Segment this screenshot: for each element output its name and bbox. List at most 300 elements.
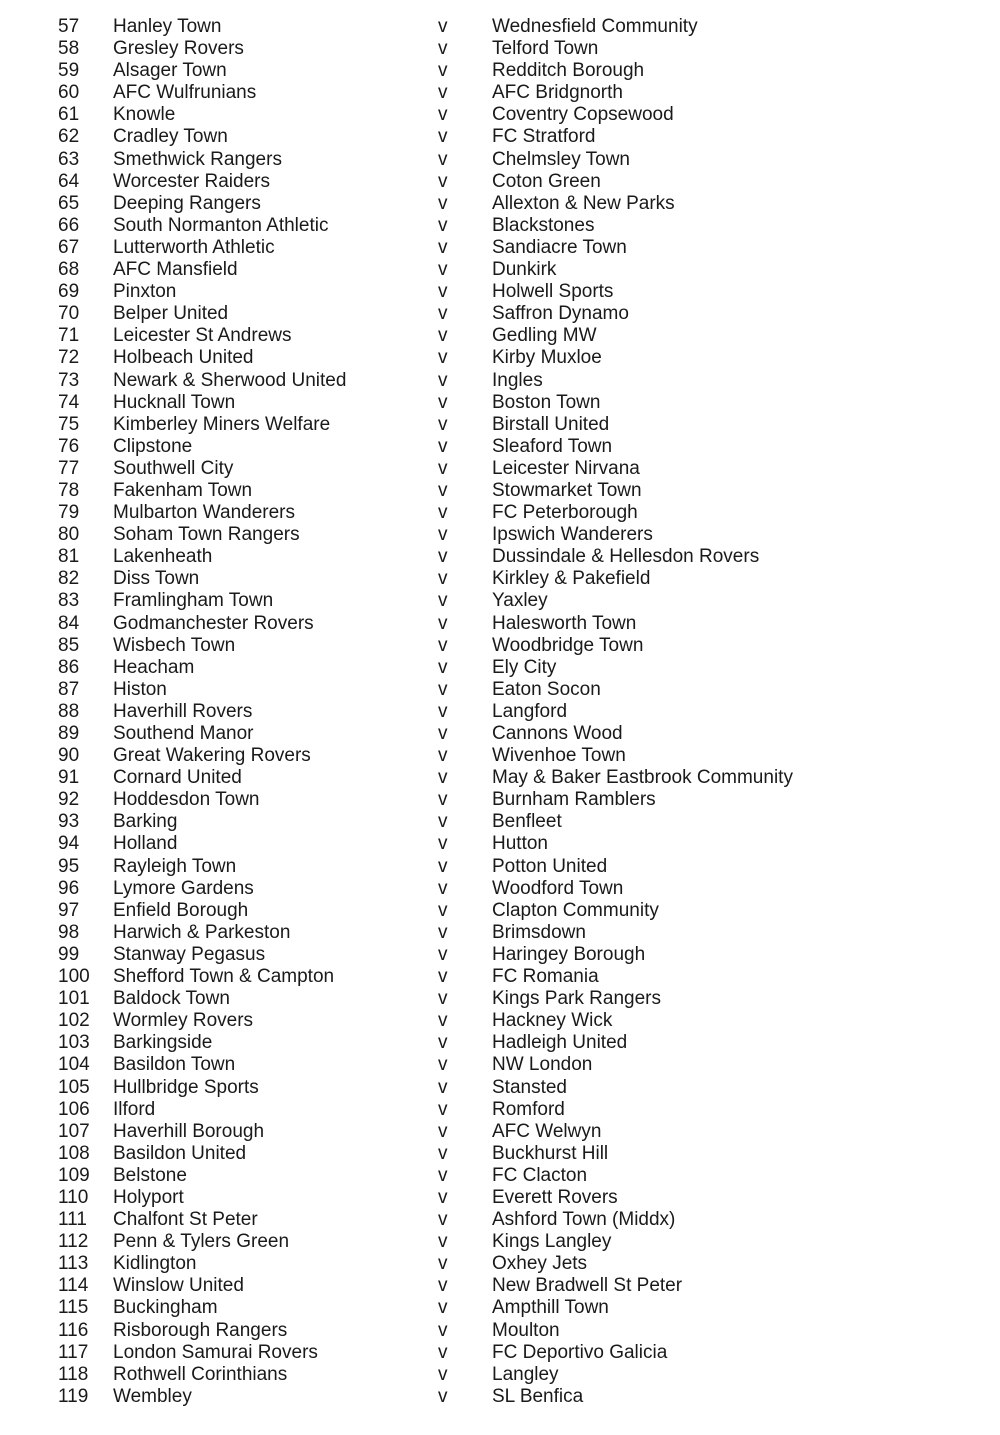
fixture-number: 98: [58, 921, 80, 943]
versus-separator: v: [438, 855, 448, 877]
away-team: Boston Town: [492, 391, 601, 413]
fixture-row: [0, 104, 1000, 126]
away-team: Birstall United: [492, 413, 610, 435]
home-team: Chalfont St Peter: [113, 1209, 258, 1231]
fixture-row: [0, 1364, 1000, 1386]
fixture-row: [0, 1386, 1000, 1408]
fixture-number: 60: [58, 82, 80, 104]
home-team: Rayleigh Town: [113, 855, 237, 877]
away-team: Kings Park Rangers: [492, 988, 661, 1010]
fixture-row: [0, 370, 1000, 392]
fixture-number: 110: [58, 1186, 89, 1208]
fixture-row: [0, 900, 1000, 922]
fixture-row: [0, 789, 1000, 811]
home-team: Stanway Pegasus: [113, 943, 266, 965]
away-team: Buckhurst Hill: [492, 1142, 609, 1164]
home-team: Leicester St Andrews: [113, 325, 292, 347]
home-team: Cornard United: [113, 767, 242, 789]
fixture-number: 81: [58, 546, 80, 568]
fixture-row: [0, 1342, 1000, 1364]
fixture-number: 61: [58, 104, 80, 126]
home-team: Wormley Rovers: [113, 1010, 254, 1032]
home-team: Heacham: [113, 656, 195, 678]
fixture-number: 106: [58, 1098, 90, 1120]
versus-separator: v: [438, 435, 448, 457]
home-team: Great Wakering Rovers: [113, 745, 311, 767]
fixture-row: [0, 767, 1000, 789]
versus-separator: v: [438, 1385, 448, 1407]
home-team: Smethwick Rangers: [113, 148, 282, 170]
fixture-row: [0, 193, 1000, 215]
home-team: Baldock Town: [113, 988, 230, 1010]
fixture-row: [0, 325, 1000, 347]
fixture-number: 64: [58, 170, 80, 192]
away-team: Ampthill Town: [492, 1297, 609, 1319]
home-team: Barking: [113, 811, 178, 833]
versus-separator: v: [438, 347, 448, 369]
fixture-number: 87: [58, 678, 80, 700]
fixture-row: [0, 944, 1000, 966]
versus-separator: v: [438, 943, 448, 965]
fixture-number: 97: [58, 899, 80, 921]
away-team: Ipswich Wanderers: [492, 524, 653, 546]
fixture-number: 102: [58, 1010, 90, 1032]
away-team: Hadleigh United: [492, 1032, 628, 1054]
fixture-number: 76: [58, 435, 80, 457]
fixture-number: 86: [58, 656, 80, 678]
versus-separator: v: [438, 745, 448, 767]
fixture-number: 71: [58, 325, 80, 347]
away-team: Cannons Wood: [492, 723, 623, 744]
fixture-number: 107: [58, 1120, 90, 1142]
away-team: Wivenhoe Town: [492, 745, 626, 767]
versus-separator: v: [438, 877, 448, 899]
fixture-number: 112: [58, 1231, 89, 1253]
versus-separator: v: [438, 303, 448, 325]
away-team: Sandiacre Town: [492, 236, 627, 258]
fixture-row: [0, 1297, 1000, 1319]
away-team: Holwell Sports: [492, 281, 614, 303]
home-team: Cradley Town: [113, 126, 228, 148]
fixture-number: 92: [58, 789, 80, 811]
away-team: Everett Rovers: [492, 1186, 618, 1208]
versus-separator: v: [438, 38, 448, 60]
home-team: South Normanton Athletic: [113, 214, 329, 236]
home-team: Buckingham: [113, 1297, 218, 1319]
home-team: Belper United: [113, 303, 229, 325]
fixture-number: 65: [58, 192, 80, 214]
away-team: Moulton: [492, 1319, 560, 1341]
fixture-number: 116: [58, 1319, 89, 1341]
away-team: Woodbridge Town: [492, 634, 644, 656]
home-team: Godmanchester Rovers: [113, 612, 314, 634]
away-team: Eaton Socon: [492, 678, 601, 700]
versus-separator: v: [438, 1231, 448, 1253]
fixture-row: [0, 237, 1000, 259]
away-team: Romford: [492, 1098, 565, 1120]
away-team: Leicester Nirvana: [492, 457, 640, 479]
fixture-number: 83: [58, 590, 80, 612]
fixture-number: 78: [58, 479, 80, 501]
home-team: AFC Wulfrunians: [113, 82, 257, 104]
versus-separator: v: [438, 811, 448, 833]
home-team: Southend Manor: [113, 723, 254, 744]
versus-separator: v: [438, 391, 448, 413]
home-team: Diss Town: [113, 568, 200, 590]
home-team: Penn & Tylers Green: [113, 1231, 290, 1253]
versus-separator: v: [438, 1275, 448, 1297]
home-team: Holland: [113, 833, 178, 855]
fixture-number: 91: [58, 767, 80, 789]
fixture-number: 74: [58, 391, 80, 413]
away-team: Haringey Borough: [492, 943, 646, 965]
fixture-number: 82: [58, 568, 80, 590]
away-team: Langford: [492, 700, 568, 722]
away-team: Burnham Ramblers: [492, 789, 656, 811]
versus-separator: v: [438, 1098, 448, 1120]
fixture-row: [0, 38, 1000, 60]
home-team: Hanley Town: [113, 16, 222, 37]
away-team: Halesworth Town: [492, 612, 637, 634]
fixture-number: 104: [58, 1054, 90, 1076]
fixture-row: [0, 303, 1000, 325]
fixture-number: 108: [58, 1142, 90, 1164]
away-team: Saffron Dynamo: [492, 303, 629, 325]
fixture-number: 72: [58, 347, 80, 369]
versus-separator: v: [438, 700, 448, 722]
fixture-row: [0, 613, 1000, 635]
versus-separator: v: [438, 634, 448, 656]
away-team: Blackstones: [492, 214, 595, 236]
fixture-row: [0, 480, 1000, 502]
fixture-number: 119: [58, 1385, 89, 1407]
away-team: Woodford Town: [492, 877, 624, 899]
fixture-number: 105: [58, 1076, 90, 1098]
versus-separator: v: [438, 1297, 448, 1319]
fixture-number: 95: [58, 855, 80, 877]
home-team: Basildon United: [113, 1142, 247, 1164]
home-team: Lutterworth Athletic: [113, 236, 275, 258]
fixture-list: [0, 16, 1000, 1408]
versus-separator: v: [438, 325, 448, 347]
away-team: Coventry Copsewood: [492, 104, 674, 126]
versus-separator: v: [438, 1253, 448, 1275]
home-team: Harwich & Parkeston: [113, 921, 291, 943]
away-team: Hutton: [492, 833, 548, 855]
fixture-row: [0, 878, 1000, 900]
fixture-row: [0, 1275, 1000, 1297]
home-team: Risborough Rangers: [113, 1319, 288, 1341]
versus-separator: v: [438, 1363, 448, 1385]
fixture-number: 80: [58, 524, 80, 546]
away-team: SL Benfica: [492, 1385, 584, 1407]
versus-separator: v: [438, 966, 448, 988]
fixture-row: [0, 811, 1000, 833]
home-team: Wembley: [113, 1385, 192, 1407]
away-team: Telford Town: [492, 38, 599, 60]
away-team: FC Romania: [492, 966, 599, 988]
fixture-row: [0, 1077, 1000, 1099]
away-team: Wednesfield Community: [492, 16, 698, 37]
away-team: Kirkley & Pakefield: [492, 568, 651, 590]
versus-separator: v: [438, 126, 448, 148]
versus-separator: v: [438, 1209, 448, 1231]
versus-separator: v: [438, 148, 448, 170]
fixture-number: 77: [58, 457, 80, 479]
away-team: FC Deportivo Galicia: [492, 1341, 668, 1363]
versus-separator: v: [438, 1054, 448, 1076]
home-team: Framlingham Town: [113, 590, 274, 612]
fixture-number: 69: [58, 281, 80, 303]
fixture-row: [0, 1121, 1000, 1143]
versus-separator: v: [438, 656, 448, 678]
away-team: Redditch Borough: [492, 60, 645, 82]
fixture-number: 113: [58, 1253, 89, 1275]
fixture-number: 57: [58, 16, 80, 37]
versus-separator: v: [438, 524, 448, 546]
fixture-number: 93: [58, 811, 80, 833]
fixture-number: 68: [58, 259, 80, 281]
away-team: Yaxley: [492, 590, 548, 612]
away-team: Oxhey Jets: [492, 1253, 588, 1275]
fixture-row: [0, 16, 1000, 38]
fixture-number: 94: [58, 833, 80, 855]
away-team: Clapton Community: [492, 899, 659, 921]
versus-separator: v: [438, 413, 448, 435]
fixture-row: [0, 657, 1000, 679]
fixture-number: 109: [58, 1164, 90, 1186]
home-team: Hoddesdon Town: [113, 789, 260, 811]
away-team: Ashford Town (Middx): [492, 1209, 676, 1231]
versus-separator: v: [438, 192, 448, 214]
versus-separator: v: [438, 170, 448, 192]
fixture-row: [0, 1231, 1000, 1253]
home-team: Worcester Raiders: [113, 170, 270, 192]
home-team: Alsager Town: [113, 60, 227, 82]
fixture-row: [0, 1253, 1000, 1275]
fixture-row: [0, 1209, 1000, 1231]
home-team: Hucknall Town: [113, 391, 236, 413]
home-team: Fakenham Town: [113, 479, 253, 501]
away-team: Potton United: [492, 855, 608, 877]
versus-separator: v: [438, 236, 448, 258]
home-team: Mulbarton Wanderers: [113, 502, 295, 524]
versus-separator: v: [438, 1319, 448, 1341]
away-team: Ely City: [492, 656, 557, 678]
home-team: Haverhill Borough: [113, 1120, 265, 1142]
home-team: Wisbech Town: [113, 634, 236, 656]
fixture-number: 88: [58, 700, 80, 722]
away-team: AFC Bridgnorth: [492, 82, 623, 104]
away-team: Dunkirk: [492, 259, 557, 281]
home-team: Knowle: [113, 104, 176, 126]
fixture-number: 115: [58, 1297, 89, 1319]
fixture-row: [0, 436, 1000, 458]
versus-separator: v: [438, 988, 448, 1010]
fixture-row: [0, 1320, 1000, 1342]
fixture-row: [0, 126, 1000, 148]
home-team: Clipstone: [113, 435, 193, 457]
fixture-row: [0, 1099, 1000, 1121]
fixture-row: [0, 502, 1000, 524]
away-team: Dussindale & Hellesdon Rovers: [492, 546, 760, 568]
fixture-row: [0, 392, 1000, 414]
fixture-row: [0, 745, 1000, 767]
home-team: Newark & Sherwood United: [113, 369, 347, 391]
versus-separator: v: [438, 1341, 448, 1363]
away-team: Kirby Muxloe: [492, 347, 602, 369]
versus-separator: v: [438, 678, 448, 700]
fixture-row: [0, 988, 1000, 1010]
fixture-row: [0, 215, 1000, 237]
fixture-row: [0, 347, 1000, 369]
fixture-row: [0, 1054, 1000, 1076]
fixture-number: 89: [58, 723, 80, 744]
versus-separator: v: [438, 833, 448, 855]
away-team: Sleaford Town: [492, 435, 613, 457]
fixture-row: [0, 679, 1000, 701]
fixture-row: [0, 568, 1000, 590]
versus-separator: v: [438, 723, 448, 744]
fixture-row: [0, 546, 1000, 568]
away-team: FC Clacton: [492, 1164, 588, 1186]
fixture-row: [0, 458, 1000, 480]
away-team: FC Stratford: [492, 126, 596, 148]
home-team: Kidlington: [113, 1253, 197, 1275]
fixture-row: [0, 1143, 1000, 1165]
versus-separator: v: [438, 82, 448, 104]
versus-separator: v: [438, 789, 448, 811]
home-team: Histon: [113, 678, 167, 700]
home-team: Kimberley Miners Welfare: [113, 413, 331, 435]
home-team: Hullbridge Sports: [113, 1076, 259, 1098]
fixture-number: 99: [58, 943, 80, 965]
fixture-row: [0, 414, 1000, 436]
home-team: Deeping Rangers: [113, 192, 261, 214]
fixture-number: 85: [58, 634, 80, 656]
home-team: Shefford Town & Campton: [113, 966, 335, 988]
home-team: Basildon Town: [113, 1054, 236, 1076]
versus-separator: v: [438, 612, 448, 634]
versus-separator: v: [438, 104, 448, 126]
home-team: Barkingside: [113, 1032, 213, 1054]
fixture-number: 96: [58, 877, 80, 899]
versus-separator: v: [438, 502, 448, 524]
away-team: AFC Welwyn: [492, 1120, 602, 1142]
fixture-row: [0, 922, 1000, 944]
fixture-row: [0, 1010, 1000, 1032]
versus-separator: v: [438, 1142, 448, 1164]
versus-separator: v: [438, 1010, 448, 1032]
home-team: Enfield Borough: [113, 899, 249, 921]
versus-separator: v: [438, 767, 448, 789]
away-team: Chelmsley Town: [492, 148, 630, 170]
home-team: Soham Town Rangers: [113, 524, 300, 546]
home-team: Lymore Gardens: [113, 877, 254, 899]
away-team: Stowmarket Town: [492, 479, 642, 501]
home-team: Southwell City: [113, 457, 234, 479]
versus-separator: v: [438, 16, 448, 37]
away-team: May & Baker Eastbrook Community: [492, 767, 793, 789]
fixture-row: [0, 524, 1000, 546]
fixture-number: 117: [58, 1341, 89, 1363]
fixture-number: 103: [58, 1032, 90, 1054]
away-team: FC Peterborough: [492, 502, 638, 524]
fixture-number: 59: [58, 60, 80, 82]
away-team: NW London: [492, 1054, 593, 1076]
versus-separator: v: [438, 899, 448, 921]
fixture-row: [0, 259, 1000, 281]
versus-separator: v: [438, 281, 448, 303]
home-team: Rothwell Corinthians: [113, 1363, 288, 1385]
away-team: Gedling MW: [492, 325, 597, 347]
fixture-row: [0, 1187, 1000, 1209]
fixture-row: [0, 590, 1000, 612]
fixture-number: 66: [58, 214, 80, 236]
versus-separator: v: [438, 1120, 448, 1142]
home-team: London Samurai Rovers: [113, 1341, 318, 1363]
fixture-row: [0, 149, 1000, 171]
home-team: Belstone: [113, 1164, 187, 1186]
fixture-number: 114: [58, 1275, 89, 1297]
fixture-number: 67: [58, 236, 80, 258]
fixture-row: [0, 281, 1000, 303]
home-team: Gresley Rovers: [113, 38, 244, 60]
versus-separator: v: [438, 1164, 448, 1186]
versus-separator: v: [438, 259, 448, 281]
versus-separator: v: [438, 590, 448, 612]
fixture-row: [0, 60, 1000, 82]
fixture-number: 84: [58, 612, 80, 634]
versus-separator: v: [438, 457, 448, 479]
fixture-row: [0, 82, 1000, 104]
fixture-number: 90: [58, 745, 80, 767]
fixture-number: 101: [58, 988, 90, 1010]
home-team: Pinxton: [113, 281, 177, 303]
away-team: Hackney Wick: [492, 1010, 613, 1032]
fixture-number: 73: [58, 369, 80, 391]
versus-separator: v: [438, 1076, 448, 1098]
away-team: Brimsdown: [492, 921, 586, 943]
fixture-row: [0, 1032, 1000, 1054]
away-team: Ingles: [492, 369, 543, 391]
fixture-number: 79: [58, 502, 80, 524]
fixture-row: [0, 833, 1000, 855]
fixture-number: 111: [58, 1209, 87, 1231]
versus-separator: v: [438, 479, 448, 501]
home-team: Haverhill Rovers: [113, 700, 253, 722]
fixture-row: [0, 1165, 1000, 1187]
fixture-row: [0, 701, 1000, 723]
away-team: Kings Langley: [492, 1231, 612, 1253]
away-team: Stansted: [492, 1076, 567, 1098]
away-team: Allexton & New Parks: [492, 192, 675, 214]
away-team: Coton Green: [492, 170, 601, 192]
home-team: AFC Mansfield: [113, 259, 238, 281]
versus-separator: v: [438, 60, 448, 82]
fixture-row: [0, 635, 1000, 657]
fixture-row: [0, 171, 1000, 193]
versus-separator: v: [438, 568, 448, 590]
versus-separator: v: [438, 1186, 448, 1208]
home-team: Winslow United: [113, 1275, 244, 1297]
home-team: Lakenheath: [113, 546, 213, 568]
versus-separator: v: [438, 546, 448, 568]
fixture-number: 62: [58, 126, 80, 148]
away-team: New Bradwell St Peter: [492, 1275, 683, 1297]
fixture-row: [0, 723, 1000, 745]
fixture-row: [0, 966, 1000, 988]
